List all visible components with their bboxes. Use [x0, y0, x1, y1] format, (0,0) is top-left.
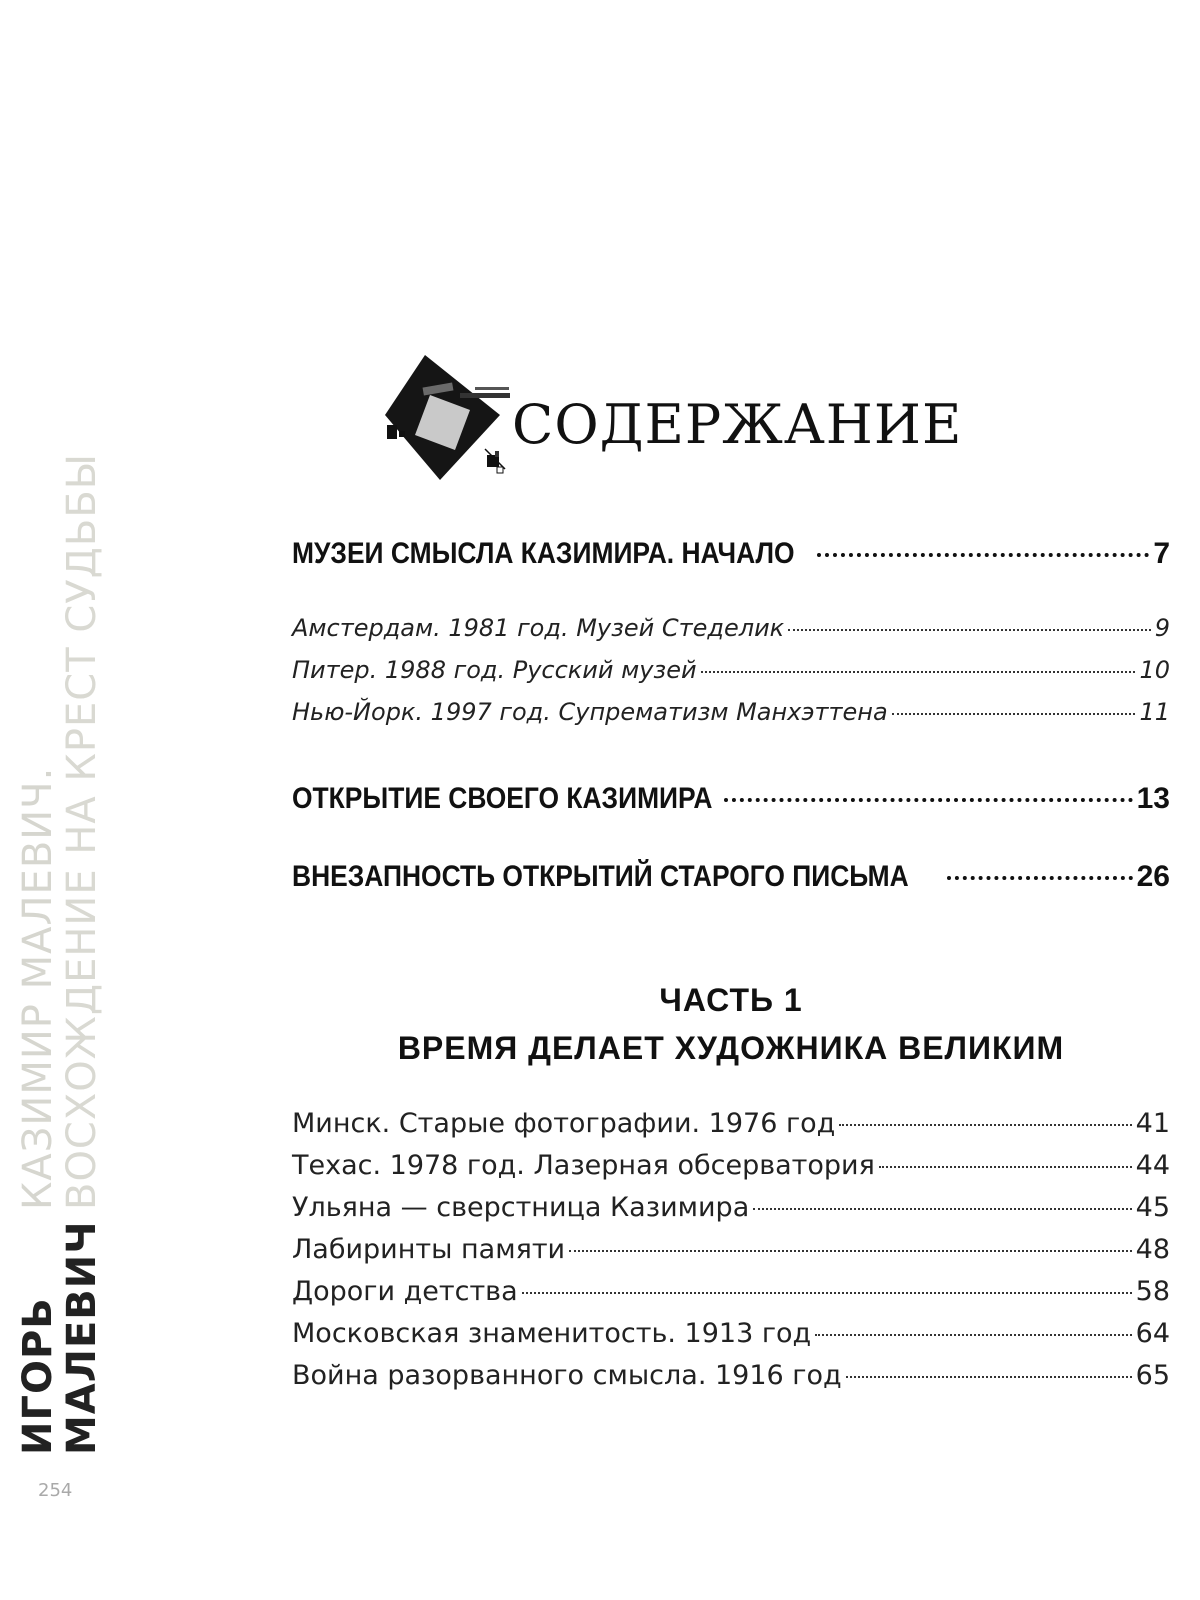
toc-entry-museums[interactable]	[292, 537, 1170, 571]
dot-leader	[892, 713, 1136, 715]
dot-leader	[947, 876, 1133, 880]
dot-leader	[753, 1208, 1131, 1210]
toc-entry-title: ОТКРЫТИЕ СВОЕГО КАЗИМИРА	[292, 782, 713, 815]
toc-part1-entry-title: Московская знаменитость. 1913 год	[292, 1318, 812, 1349]
toc-subentry-title: Амстердам. 1981 год. Музей Стеделик	[292, 614, 785, 642]
toc-entry-page: 13	[1136, 782, 1170, 815]
toc-subentry-page: 9	[1154, 614, 1170, 642]
dot-leader	[724, 798, 1133, 802]
book-title-line2: ВОСХОЖДЕНИЕ НА КРЕСТ СУДЬБЫ	[59, 452, 105, 1210]
dot-leader	[839, 1124, 1131, 1126]
toc-part1-entry-page: 41	[1135, 1108, 1170, 1139]
toc-entry-page: 26	[1136, 860, 1170, 893]
dot-leader	[701, 671, 1136, 673]
contents-title: СОДЕРЖАНИЕ	[512, 393, 963, 456]
toc-part1-entry[interactable]	[292, 1234, 1170, 1265]
toc-part1-entry[interactable]	[292, 1108, 1170, 1139]
toc-subentry-title: Питер. 1988 год. Русский музей	[292, 656, 697, 684]
contents-heading	[385, 355, 985, 495]
toc-subentry-page: 11	[1139, 698, 1170, 726]
toc-subentry-page: 10	[1139, 656, 1170, 684]
toc-entry-title: МУЗЕИ СМЫСЛА КАЗИМИРА. НАЧАЛО	[292, 537, 795, 570]
author-name-line1: ИГОРЬ	[15, 1297, 61, 1455]
toc-subentry-newyork[interactable]	[292, 698, 1170, 726]
toc-part1-entry[interactable]	[292, 1318, 1170, 1349]
toc-subentry-piter[interactable]	[292, 656, 1170, 684]
dot-leader	[846, 1376, 1132, 1378]
toc-subentry-amsterdam[interactable]	[292, 614, 1170, 642]
toc-part1-entry[interactable]	[292, 1150, 1170, 1181]
toc-part1-entry-page: 44	[1135, 1150, 1170, 1181]
toc-part1-entry-page: 45	[1135, 1192, 1170, 1223]
toc-part1-entry-title: Дороги детства	[292, 1276, 518, 1307]
suprematist-composition-icon	[385, 355, 515, 495]
page-number: 254	[38, 1480, 73, 1501]
dot-leader	[569, 1250, 1132, 1252]
author-name-line2: МАЛЕВИЧ	[59, 1220, 105, 1455]
toc-part1-entry-title: Лабиринты памяти	[292, 1234, 566, 1265]
spine	[0, 0, 110, 1600]
toc-part1-entry-page: 64	[1135, 1318, 1170, 1349]
toc-part1-entry-title: Минск. Старые фотографии. 1976 год	[292, 1108, 836, 1139]
toc-part1-entry-title: Техас. 1978 год. Лазерная обсерватория	[292, 1150, 875, 1181]
toc-part1-entry-title: Ульяна — сверстница Казимира	[292, 1192, 750, 1223]
dot-leader	[879, 1166, 1132, 1168]
toc-part1-entry-page: 48	[1135, 1234, 1170, 1265]
toc-part1-entry-title: Война разорванного смысла. 1916 год	[292, 1360, 842, 1391]
dot-leader	[788, 629, 1151, 631]
toc-entry-letter[interactable]	[292, 860, 1170, 894]
toc-subentry-title: Нью-Йорк. 1997 год. Супрематизм Манхэттена	[292, 698, 888, 726]
dot-leader	[817, 553, 1149, 557]
toc-entry-page: 7	[1153, 537, 1170, 570]
toc-part1-entry[interactable]	[292, 1192, 1170, 1223]
part-title: ВРЕМЯ ДЕЛАЕТ ХУДОЖНИКА ВЕЛИКИМ	[397, 1030, 1065, 1066]
toc-part1-entry-page: 65	[1135, 1360, 1170, 1391]
dot-leader	[522, 1292, 1132, 1294]
toc-entry-opening[interactable]	[292, 782, 1170, 816]
toc-part1-entry[interactable]	[292, 1276, 1170, 1307]
part-label: ЧАСТЬ 1	[659, 982, 803, 1018]
toc-entry-title: ВНЕЗАПНОСТЬ ОТКРЫТИЙ СТАРОГО ПИСЬМА	[292, 860, 909, 893]
toc-part1-entry[interactable]	[292, 1360, 1170, 1391]
dot-leader	[815, 1334, 1131, 1336]
toc-part1-entry-page: 58	[1135, 1276, 1170, 1307]
book-title-line1: КАЗИМИР МАЛЕВИЧ.	[15, 766, 61, 1210]
